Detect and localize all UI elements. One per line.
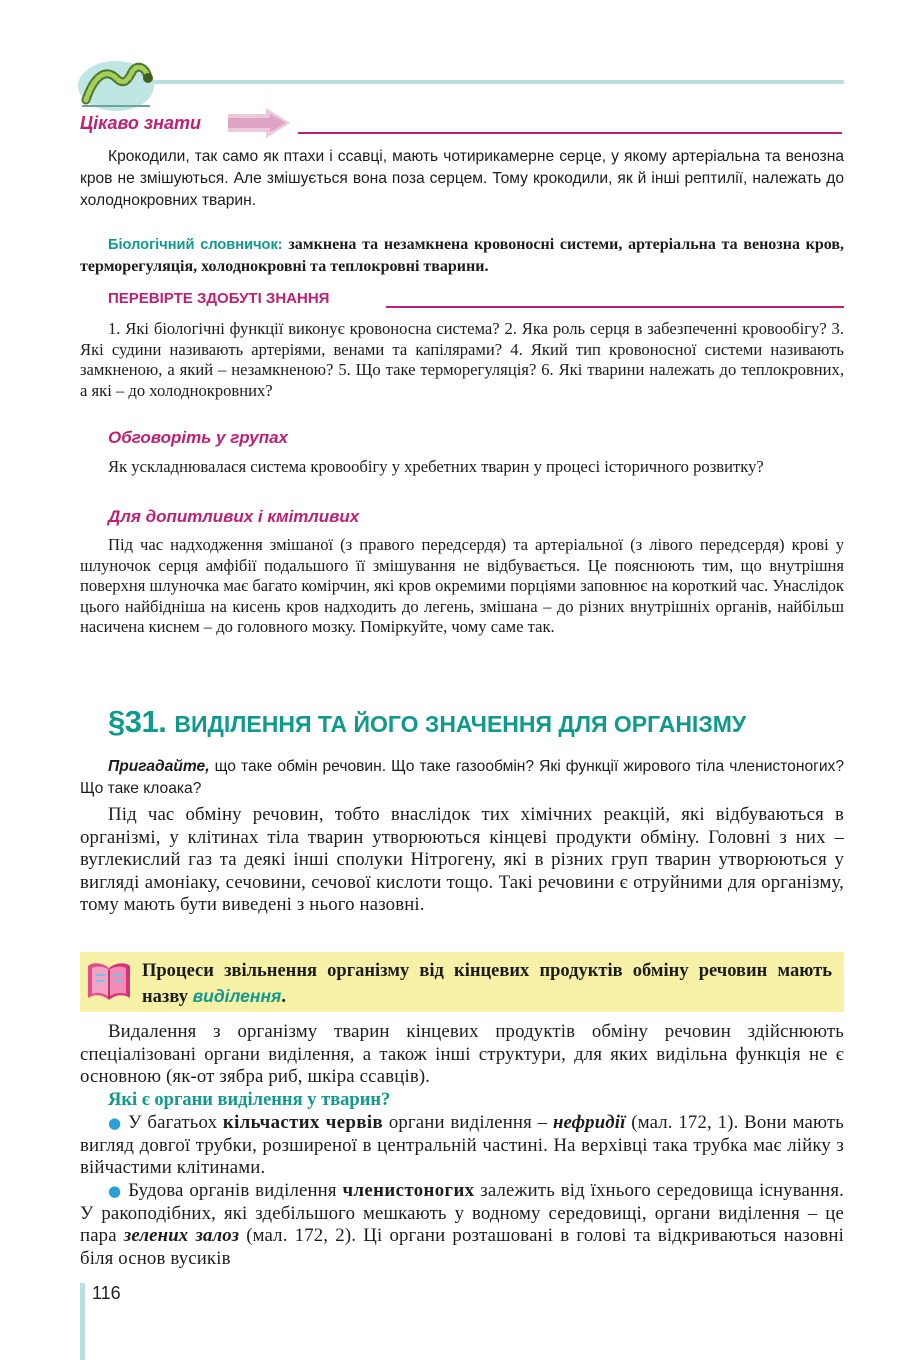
term-arthropods: членистоногих	[342, 1180, 475, 1201]
bullet-icon: ●	[108, 1182, 123, 1200]
open-book-icon	[86, 960, 132, 1002]
definition-text	[142, 959, 832, 1010]
paragraph-number: §31.	[108, 704, 167, 739]
caterpillar-icon	[76, 56, 156, 112]
list-item-worms	[80, 1112, 844, 1180]
organs-question: Які є органи виділення у тварин?	[108, 1090, 391, 1110]
term-green-glands: зелених залоз	[123, 1225, 240, 1246]
recall-label: Пригадайте,	[108, 758, 210, 775]
recall-text: що таке обмін речовин. Що таке газообмін? Які функції жирового тіла членистоногих? Що таке клоака?	[80, 758, 844, 797]
check-knowledge-questions: 1. Які біологічні функції виконує кровоносна система? 2. Яка роль серця в забезпеченні кровообігу? 3. Які судини називають артеріями, венами та капілярами? 4. Який тип кровоносної системи називають замкненою, а який – незамкненою? 5. Що таке терморегуляція? 6. Які тварини належать до теплокровних, а які – до холоднокровних?	[80, 319, 844, 400]
fact-divider	[298, 132, 842, 134]
bullet-icon: ●	[108, 1114, 123, 1132]
page-number: 116	[92, 1283, 121, 1303]
list-item-arthropods	[80, 1180, 844, 1270]
removal-text: Видалення з організму тварин кінцевих продуктів обміну речовин здійснюють спеціалізовані органи виділення, а також інші структури, для яких видільна функція не є основною (як-от зябра риб, шкіра ссавців).	[80, 1021, 844, 1087]
check-knowledge-divider	[386, 306, 844, 308]
definition-end: .	[281, 987, 286, 1007]
term-nephridia: нефридії	[552, 1112, 626, 1133]
intro-text: Під час обміну речовин, тобто внаслідок тих хімічних реакцій, які відбуваються в організмі, у клітинах тіла тварин утворюються кінцеві продукти обміну. Головні з них – вуглекислий газ та деякі інші сполуки Нітрогену, які в різних груп тварин утворюються у вигляді амоніаку, сечовини, сечової кислоти тощо. Такі речовини є отруйними для організму, тому мають бути виведені з нього назовні.	[80, 804, 844, 915]
curious-title: Для допитливих і кмітливих	[108, 507, 360, 526]
recall-prompt	[80, 756, 844, 800]
curious-text: Під час надходження змішаної (з правого передсердя) та артеріальної (з лівого передсердя) крові у шлуночок серця амфібії подальшого її змішування не відбувається. Це пояснюють тим, що внутрішня поверхня шлуночка має багато комірчин, які кров окремими порціями заповнює на короткий час. Унаслідок цього найбідніша на кисень кров надходить до легень, змішана – до різних внутрішніх органів, найбільш насичена киснем – до головного мозку. Поміркуйте, чому саме так.	[80, 535, 844, 636]
top-divider	[150, 80, 844, 84]
definition-lead: Процеси звільнення організму від кінцевих продуктів обміну речовин мають назву	[142, 961, 832, 1007]
paragraph-heading	[108, 704, 746, 740]
paragraph-title: ВИДІЛЕННЯ ТА ЙОГО ЗНАЧЕННЯ ДЛЯ ОРГАНІЗМУ	[174, 711, 747, 737]
list-item-text: органи виділення –	[383, 1112, 553, 1133]
group-discussion-title: Обговоріть у групах	[108, 428, 288, 447]
biology-dictionary	[80, 234, 844, 278]
dictionary-label: Біологічний словничок:	[108, 237, 283, 253]
list-item-text: У багатьох	[128, 1112, 223, 1133]
list-item-text: Будова органів виділення	[128, 1180, 343, 1201]
fact-title: Цікаво знати	[80, 113, 201, 133]
dictionary-text: замкнена та незамкнена кровоносні системи, артеріальна та венозна кров, терморегуляція, холоднокровні та теплокровні тварини.	[80, 236, 844, 275]
term-annelids: кільчастих червів	[222, 1112, 384, 1133]
arrow-right-icon	[226, 108, 292, 138]
list-item-text: залежить від їхнього середовища існування. У ракоподібних, які здебільшого мешкають у водному середовищі, органи виділення – це пара	[80, 1180, 844, 1246]
fact-text: Крокодили, так само як птахи і ссавці, мають чотирикамерне серце, у якому артеріальна та венозна кров не змішуються. Але змішується вона поза серцем. Тому крокодили, як й інші рептилії, належать до холоднокровних тварин.	[80, 148, 844, 209]
list-item-text: (мал. 172, 2). Ці органи розташовані в голові та відкриваються назовні біля основ вусиків	[80, 1225, 844, 1269]
definition-term: виділення	[192, 986, 282, 1006]
check-knowledge-title: ПЕРЕВІРТЕ ЗДОБУТІ ЗНАННЯ	[108, 290, 330, 307]
group-discussion-text: Як ускладнювалася система кровообігу у хребетних тварин у процесі історичного розвитку?	[108, 457, 764, 476]
list-item-text: (мал. 172, 1). Вони мають вигляд довгої трубки, розширеної в центральній частині. На верхівці така трубка має лійку з війчастими клітинами.	[80, 1112, 844, 1178]
page-margin-bar	[80, 1283, 85, 1360]
